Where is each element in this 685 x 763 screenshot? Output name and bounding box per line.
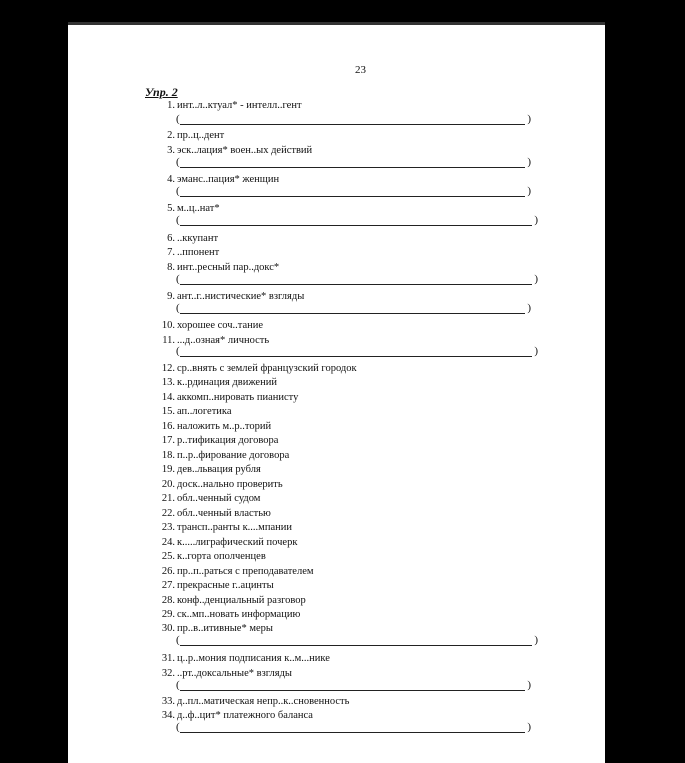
item-number: 23.	[161, 522, 175, 533]
answer-line[interactable]	[176, 115, 531, 126]
item-number: 13.	[161, 377, 175, 388]
list-item	[0, 593, 685, 608]
item-text: р..тификация договора	[177, 435, 279, 446]
item-number: 26.	[161, 566, 175, 577]
answer-line[interactable]	[176, 723, 531, 734]
item-number: 2.	[167, 130, 175, 141]
open-paren: (	[176, 721, 180, 733]
page-number: 23	[355, 64, 366, 76]
close-paren: )	[527, 185, 531, 197]
exercise-title: Упр. 2	[145, 85, 178, 99]
item-text: ц..р..мония подписания к..м...нике	[177, 653, 330, 664]
list-item	[0, 419, 685, 434]
list-item	[0, 260, 685, 275]
item-number: 16.	[161, 421, 175, 432]
item-number: 27.	[161, 580, 175, 591]
list-item	[0, 172, 685, 187]
list-item	[0, 506, 685, 521]
item-text: ср..внять с землей французский городок	[177, 363, 357, 374]
item-text: м..ц..нат*	[177, 203, 220, 214]
item-text: обл..ченный судом	[177, 493, 261, 504]
item-number: 33.	[161, 696, 175, 707]
item-text: ..ппонент	[177, 247, 220, 258]
item-number: 11.	[162, 335, 175, 346]
item-number: 1.	[167, 100, 175, 111]
item-number: 15.	[161, 406, 175, 417]
item-number: 29.	[161, 609, 175, 620]
item-text: д..пл..матическая непр..к..сновенность	[177, 696, 350, 707]
item-text: наложить м..р..торий	[177, 421, 272, 432]
list-item	[0, 607, 685, 622]
item-number: 12.	[161, 363, 175, 374]
list-item	[0, 564, 685, 579]
item-number: 30.	[161, 623, 175, 634]
answer-line[interactable]	[176, 275, 538, 286]
open-paren: (	[176, 156, 180, 168]
close-paren: )	[527, 156, 531, 168]
list-item	[0, 98, 685, 113]
list-item	[0, 549, 685, 564]
close-paren: )	[527, 302, 531, 314]
item-number: 6.	[167, 233, 175, 244]
item-text: ...д..озная* личность	[177, 335, 270, 346]
item-text: пр..п..раться с преподавателем	[177, 566, 314, 577]
list-item	[0, 245, 685, 260]
close-paren: )	[534, 634, 538, 646]
open-paren: (	[176, 679, 180, 691]
item-number: 17.	[161, 435, 175, 446]
list-item	[0, 333, 685, 348]
answer-line[interactable]	[176, 158, 531, 169]
item-text: конф..денциальный разговор	[177, 595, 306, 606]
answer-rule	[180, 732, 525, 733]
answer-rule	[180, 284, 532, 285]
item-text: хорошее соч..тание	[177, 320, 264, 331]
item-number: 32.	[161, 668, 175, 679]
item-text: пр..ц..дент	[177, 130, 225, 141]
answer-rule	[180, 167, 525, 168]
close-paren: )	[527, 721, 531, 733]
list-item	[0, 651, 685, 666]
answer-rule	[180, 645, 532, 646]
answer-line[interactable]	[176, 636, 538, 647]
list-item	[0, 491, 685, 506]
close-paren: )	[527, 679, 531, 691]
item-text: прекрасные г..ацинты	[177, 580, 274, 591]
list-item	[0, 318, 685, 333]
item-text: пр..в..итивные* меры	[177, 623, 273, 634]
item-number: 34.	[161, 710, 175, 721]
item-text: инт..л..ктуал* - интелл..гент	[177, 100, 302, 111]
item-text: ..рт..доксальные* взгляды	[177, 668, 292, 679]
item-text: доск..нально проверить	[177, 479, 283, 490]
item-number: 14.	[161, 392, 175, 403]
list-item	[0, 462, 685, 477]
answer-rule	[180, 225, 532, 226]
list-item	[0, 404, 685, 419]
open-paren: (	[176, 214, 180, 226]
list-item	[0, 708, 685, 723]
list-item	[0, 390, 685, 405]
answer-line[interactable]	[176, 304, 531, 315]
list-item	[0, 361, 685, 376]
list-item	[0, 694, 685, 709]
item-text: к.....лиграфический почерк	[177, 537, 298, 548]
open-paren: (	[176, 302, 180, 314]
item-text: трансп..ранты к....мпании	[177, 522, 292, 533]
page-top-edge	[68, 22, 605, 33]
open-paren: (	[176, 273, 180, 285]
item-number: 9.	[167, 291, 175, 302]
item-text: аккомп..нировать пианисту	[177, 392, 299, 403]
list-item	[0, 433, 685, 448]
item-number: 8.	[167, 262, 175, 273]
item-text: д..ф..цит* платежного баланса	[177, 710, 313, 721]
item-number: 4.	[167, 174, 175, 185]
list-item	[0, 375, 685, 390]
item-number: 25.	[161, 551, 175, 562]
open-paren: (	[176, 345, 180, 357]
item-text: эманс..пация* женщин	[177, 174, 280, 185]
list-item	[0, 535, 685, 550]
item-text: ап..логетика	[177, 406, 232, 417]
list-item	[0, 448, 685, 463]
item-text: п..р..фирование договора	[177, 450, 290, 461]
answer-rule	[180, 196, 525, 197]
open-paren: (	[176, 185, 180, 197]
answer-rule	[180, 313, 525, 314]
list-item	[0, 520, 685, 535]
open-paren: (	[176, 113, 180, 125]
answer-line[interactable]	[176, 216, 538, 227]
close-paren: )	[534, 273, 538, 285]
item-number: 10.	[161, 320, 175, 331]
list-item	[0, 128, 685, 143]
item-number: 31.	[161, 653, 175, 664]
item-number: 28.	[161, 595, 175, 606]
answer-rule	[180, 356, 532, 357]
answer-line[interactable]	[176, 347, 538, 358]
item-number: 21.	[161, 493, 175, 504]
close-paren: )	[527, 113, 531, 125]
list-item	[0, 621, 685, 636]
open-paren: (	[176, 634, 180, 646]
item-text: к..рдинация движений	[177, 377, 277, 388]
item-number: 7.	[167, 247, 175, 258]
item-text: дев..львация рубля	[177, 464, 261, 475]
answer-rule	[180, 690, 525, 691]
item-number: 19.	[161, 464, 175, 475]
item-text: обл..ченный властью	[177, 508, 271, 519]
item-text: эск..лация* воен..ых действий	[177, 145, 313, 156]
list-item	[0, 666, 685, 681]
list-item	[0, 578, 685, 593]
item-number: 18.	[161, 450, 175, 461]
item-number: 20.	[161, 479, 175, 490]
list-item	[0, 231, 685, 246]
item-number: 22.	[161, 508, 175, 519]
item-text: инт..ресный пар..докс*	[177, 262, 280, 273]
item-text: ант..г..нистические* взгляды	[177, 291, 305, 302]
close-paren: )	[534, 214, 538, 226]
close-paren: )	[534, 345, 538, 357]
list-item	[0, 201, 685, 216]
list-item	[0, 143, 685, 158]
item-text: ..ккупант	[177, 233, 219, 244]
answer-rule	[180, 124, 525, 125]
answer-line[interactable]	[176, 187, 531, 198]
list-item	[0, 289, 685, 304]
item-text: ск..мп..новать информацию	[177, 609, 301, 620]
item-number: 5.	[167, 203, 175, 214]
list-item	[0, 477, 685, 492]
answer-line[interactable]	[176, 681, 531, 692]
item-text: к..горта ополченцев	[177, 551, 266, 562]
item-number: 3.	[167, 145, 175, 156]
item-number: 24.	[161, 537, 175, 548]
